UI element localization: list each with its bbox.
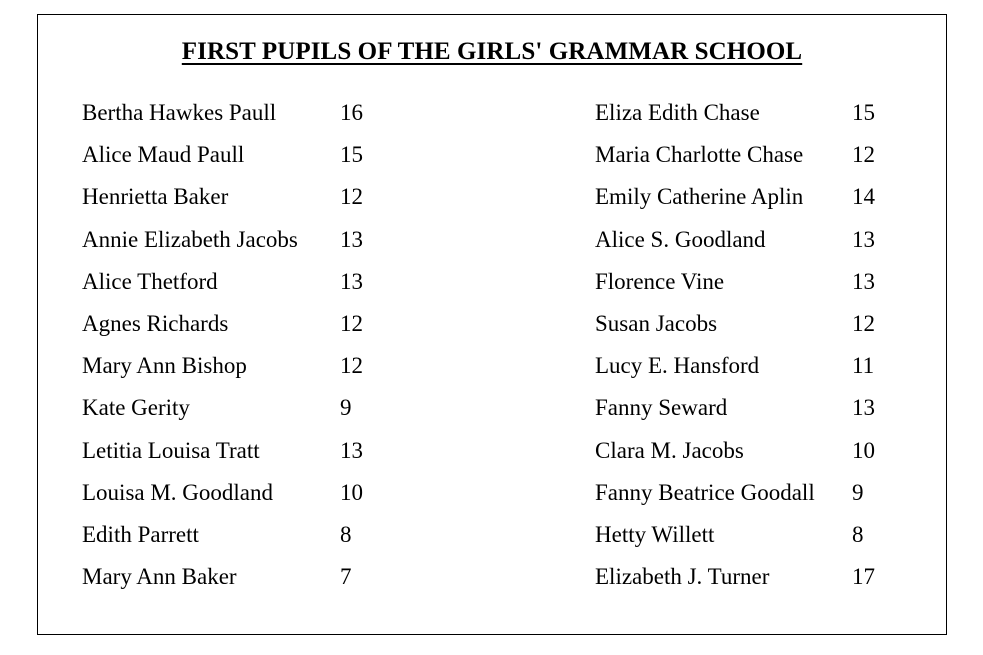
pupil-name: Fanny Seward xyxy=(595,395,728,421)
pupil-age: 13 xyxy=(852,268,875,294)
pupil-age: 9 xyxy=(852,479,864,505)
pupil-name: Hetty Willett xyxy=(595,521,715,547)
pupil-name: Annie Elizabeth Jacobs xyxy=(82,226,298,252)
pupil-name: Kate Gerity xyxy=(82,395,190,421)
pupil-age: 8 xyxy=(340,521,352,547)
pupil-name: Letitia Louisa Tratt xyxy=(82,437,260,463)
pupil-name: Fanny Beatrice Goodall xyxy=(595,479,815,505)
pupil-name: Mary Ann Baker xyxy=(82,564,237,590)
pupil-age: 13 xyxy=(852,395,875,421)
pupil-name: Henrietta Baker xyxy=(82,184,229,210)
pupil-age: 12 xyxy=(340,310,363,336)
page-title: FIRST PUPILS OF THE GIRLS' GRAMMAR SCHOOL xyxy=(181,38,803,65)
pupil-age: 17 xyxy=(852,564,875,590)
pupil-age: 13 xyxy=(340,268,363,294)
pupil-age: 7 xyxy=(340,564,352,590)
pupil-name: Susan Jacobs xyxy=(595,310,718,336)
pupil-name: Alice Thetford xyxy=(82,268,218,294)
pupil-name: Florence Vine xyxy=(595,268,725,294)
pupil-age: 10 xyxy=(340,479,363,505)
pupil-age: 11 xyxy=(852,353,875,379)
pupil-name: Maria Charlotte Chase xyxy=(595,142,804,168)
pupil-name: Alice S. Goodland xyxy=(595,226,766,252)
pupil-name: Alice Maud Paull xyxy=(82,142,245,168)
pupil-name: Agnes Richards xyxy=(82,310,229,336)
pupil-name: Bertha Hawkes Paull xyxy=(82,100,277,125)
pupil-age: 13 xyxy=(340,437,363,463)
pupil-age: 16 xyxy=(340,100,363,125)
pupil-name: Lucy E. Hansford xyxy=(595,353,760,379)
pupil-name: Edith Parrett xyxy=(82,521,199,547)
pupil-age: 15 xyxy=(852,100,875,125)
pupil-age: 12 xyxy=(340,353,363,379)
pupil-age: 8 xyxy=(852,521,864,547)
pupil-age: 10 xyxy=(852,437,875,463)
pupil-age: 12 xyxy=(852,142,875,168)
pupil-age: 12 xyxy=(340,184,363,210)
pupil-name: Emily Catherine Aplin xyxy=(595,184,804,210)
pupil-age: 13 xyxy=(852,226,875,252)
document-frame xyxy=(37,14,947,635)
pupil-age: 14 xyxy=(852,184,875,210)
pupil-name: Louisa M. Goodland xyxy=(82,479,274,505)
pupil-name: Clara M. Jacobs xyxy=(595,437,744,463)
pupil-age: 15 xyxy=(340,142,363,168)
pupil-age: 12 xyxy=(852,310,875,336)
pupil-age: 13 xyxy=(340,226,363,252)
pupil-name: Eliza Edith Chase xyxy=(595,100,760,125)
pupil-name: Mary Ann Bishop xyxy=(82,353,247,379)
pupil-age: 9 xyxy=(340,395,352,421)
pupil-name: Elizabeth J. Turner xyxy=(595,564,770,590)
